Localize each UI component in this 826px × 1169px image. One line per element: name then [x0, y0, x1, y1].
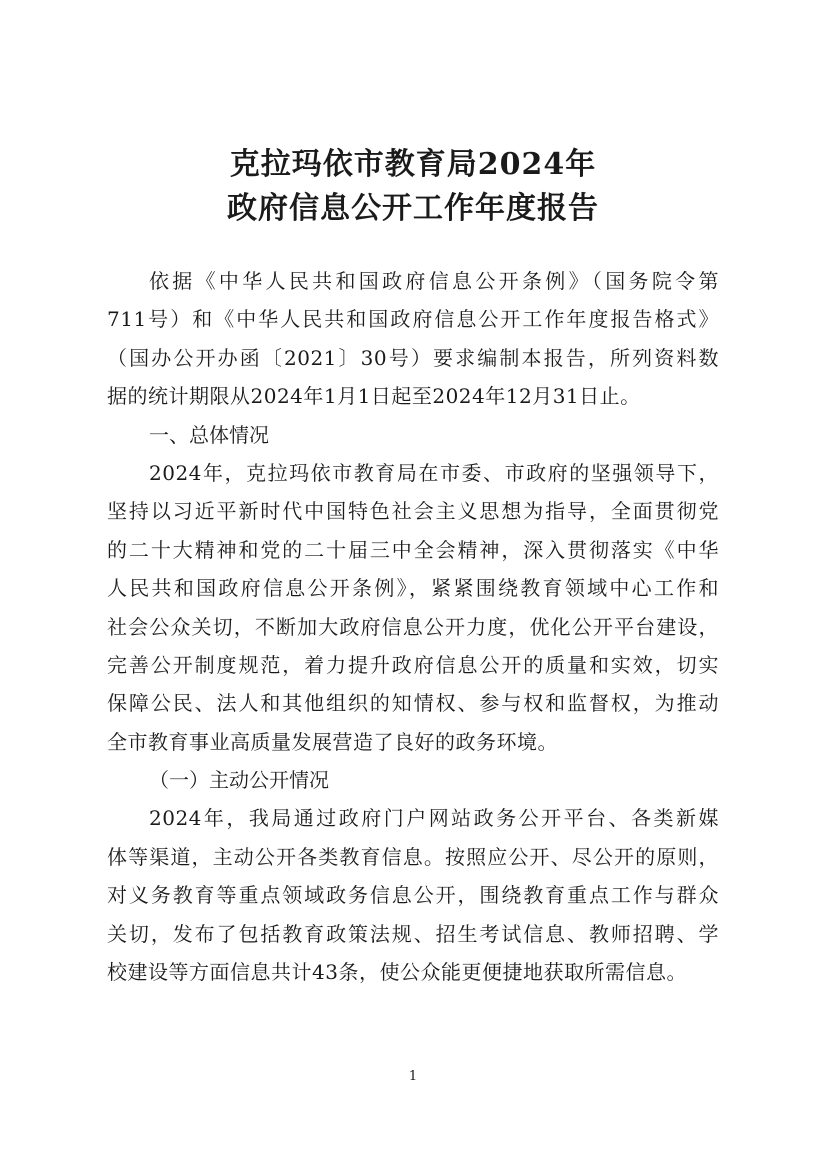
overview-line: 保障公民、法人和其他组织的知情权、参与权和监督权，为推动: [107, 691, 719, 716]
active-disclosure-line: 对义务教育等重点领域政务信息公开，围绕教育重点工作与群众: [107, 883, 719, 908]
overview-line: 人民共和国政府信息公开条例》，紧紧围绕教育领域中心工作和: [107, 576, 719, 601]
active-disclosure-line: 体等渠道，主动公开各类教育信息。按照应公开、尽公开的原则，: [107, 844, 719, 869]
active-disclosure-line: 2024年，我局通过政府门户网站政务公开平台、各类新媒: [149, 806, 719, 831]
title-line-1: 克拉玛依市教育局2024年: [229, 147, 597, 182]
overview-line: 坚持以习近平新时代中国特色社会主义思想为指导，全面贯彻党: [107, 499, 719, 524]
title-line-2: 政府信息公开工作年度报告: [227, 191, 599, 226]
active-disclosure-line: 校建设等方面信息共计43条，使公众能更便捷地获取所需信息。: [107, 960, 687, 985]
active-disclosure-line: 关切，发布了包括教育政策法规、招生考试信息、教师招聘、学: [107, 921, 719, 946]
report-title: [0, 143, 826, 231]
overview-line: 社会公众关切，不断加大政府信息公开力度，优化公开平台建设，: [107, 614, 719, 639]
section-heading-overview: 一、总体情况: [149, 422, 269, 447]
subsection-heading-active-disclosure: （一）主动公开情况: [149, 768, 329, 793]
overview-line: 全市教育事业高质量发展营造了良好的政务环境。: [107, 729, 558, 754]
intro-line: （国办公开办函〔2021〕30号）要求编制本报告，所列资料数: [107, 345, 719, 370]
overview-line: 2024年，克拉玛依市教育局在市委、市政府的坚强领导下，: [149, 460, 719, 485]
page-number: 1: [408, 1069, 418, 1084]
overview-line: 的二十大精神和党的二十届三中全会精神，深入贯彻落实《中华: [107, 537, 719, 562]
intro-line: 据的统计期限从2024年1月1日起至2024年12月31日止。: [107, 384, 641, 409]
overview-line: 完善公开制度规范，着力提升政府信息公开的质量和实效，切实: [107, 652, 719, 677]
report-body: [107, 262, 719, 991]
intro-line: 711号）和《中华人民共和国政府信息公开工作年度报告格式》: [107, 307, 719, 332]
intro-line: 依据《中华人民共和国政府信息公开条例》（国务院令第: [149, 269, 719, 293]
